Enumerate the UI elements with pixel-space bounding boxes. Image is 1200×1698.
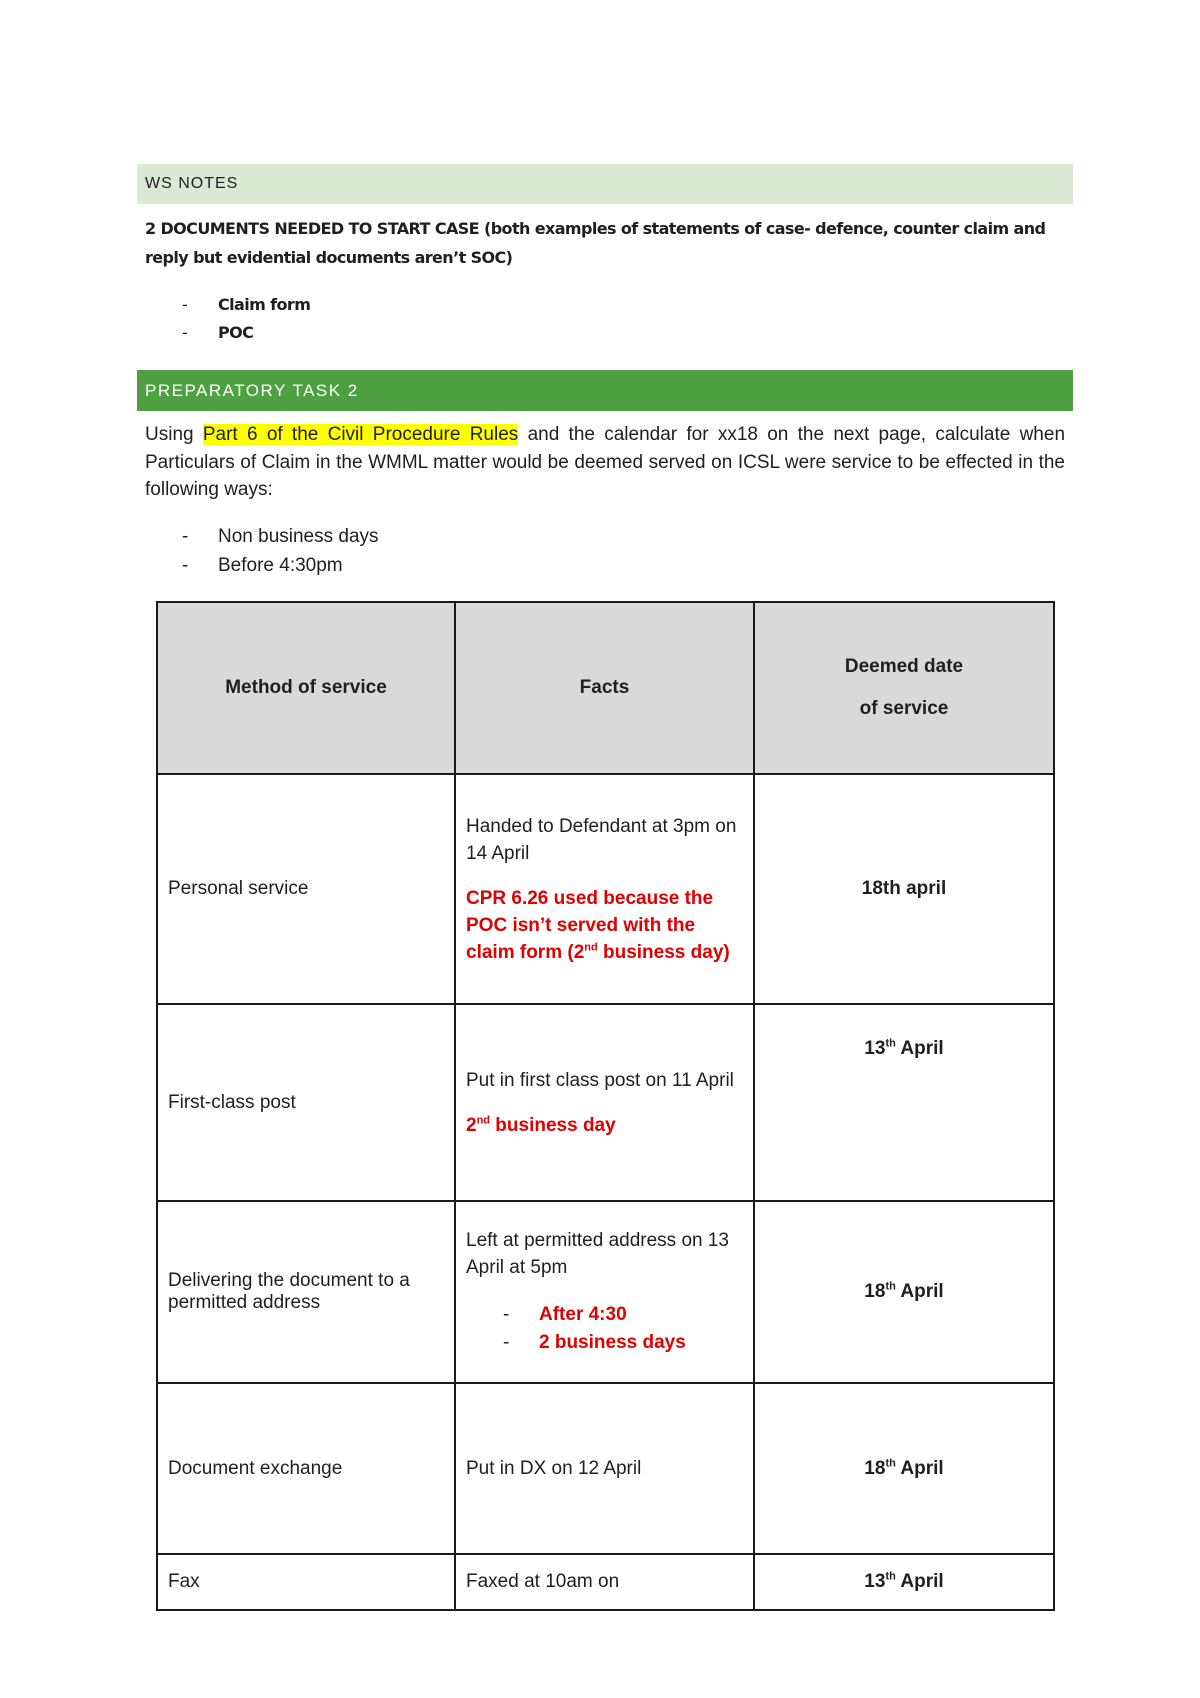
fact-note-text: CPR 6.26 used because the POC isn’t served with the claim form (2 [466, 887, 714, 963]
method-cell: Personal service [157, 774, 455, 1004]
deemed-day: 13 [864, 1038, 886, 1059]
deemed-month: April [895, 1038, 944, 1059]
fact-text: Left at permitted address on 13 April at 5pm [466, 1230, 729, 1278]
ws-notes-header-text: WS NOTES [145, 175, 239, 192]
fact-note-text: 2 [466, 1114, 477, 1136]
facts-cell: Put in DX on 12 April [455, 1383, 754, 1554]
list-item-text: Before 4:30pm [218, 555, 343, 576]
table-row [157, 1554, 1054, 1610]
table-row [157, 774, 1054, 1004]
list-item: - Claim form [182, 295, 311, 314]
deemed-cell [754, 1201, 1054, 1383]
table-row [157, 1201, 1054, 1383]
task-header [137, 370, 1073, 411]
task-paragraph [145, 421, 1065, 504]
task-text-after: and the calendar for xx18 on the next page, calculate when Particulars of Claim in the WMML matter would be deemed served on ICSL were service to be effected in the following ways: [145, 424, 1066, 500]
list-item-text: Claim form [218, 295, 311, 314]
deemed-cell: 18th april [754, 774, 1054, 1004]
deemed-cell [754, 1004, 1054, 1201]
list-item-text: After 4:30 [539, 1304, 627, 1325]
method-cell: Delivering the document to a permitted address [157, 1201, 455, 1383]
list-item: - After 4:30 [503, 1304, 627, 1325]
column-header-deemed-line1: Deemed date [844, 656, 964, 677]
list-item-text: POC [218, 323, 254, 342]
method-cell: Document exchange [157, 1383, 455, 1554]
deemed-day: 18 [864, 1457, 886, 1479]
deemed-day: 18 [864, 1281, 886, 1302]
deemed-month: April [895, 1281, 944, 1302]
service-table [156, 601, 1055, 1611]
deemed-cell [754, 1554, 1054, 1610]
facts-cell [455, 774, 754, 1004]
deemed-cell [754, 1383, 1054, 1554]
list-item-text: 2 business days [539, 1332, 686, 1353]
column-header-deemed [754, 602, 1054, 774]
task-list [145, 522, 379, 580]
deemed-day: 13 [864, 1571, 886, 1592]
task-header-text: PREPARATORY TASK 2 [145, 380, 359, 400]
highlighted-rule-reference: Part 6 of the Civil Procedure Rules [202, 424, 519, 445]
fact-note [466, 885, 743, 966]
fact-sub-list [466, 1301, 743, 1357]
deemed-sup: th [885, 1280, 896, 1293]
facts-cell [455, 1004, 754, 1201]
facts-cell [455, 1201, 754, 1383]
column-header-facts: Facts [455, 602, 754, 774]
column-header-deemed-line2: of service [859, 698, 949, 719]
ws-notes-list [145, 291, 310, 347]
list-item: - 2 business days [503, 1332, 686, 1353]
fact-note-sup: nd [584, 941, 598, 954]
method-cell: Fax [157, 1554, 455, 1610]
task-text-before: Using [145, 424, 203, 445]
fact-note-text-end: business day [490, 1114, 616, 1136]
fact-note-sup: nd [476, 1114, 491, 1127]
list-item: - POC [182, 323, 254, 342]
deemed-month: April [895, 1457, 944, 1479]
deemed-sup: th [885, 1037, 896, 1050]
table-row [157, 1383, 1054, 1554]
facts-cell: Faxed at 10am on [455, 1554, 754, 1610]
ws-notes-header [137, 164, 1073, 204]
fact-note-text-end: business day) [597, 941, 730, 963]
method-cell: First-class post [157, 1004, 455, 1201]
fact-note [466, 1112, 743, 1139]
fact-text: Handed to Defendant at 3pm on 14 April [466, 815, 737, 864]
deemed-month: April [895, 1571, 944, 1592]
deemed-sup: th [885, 1570, 896, 1583]
deemed-sup: th [885, 1457, 896, 1470]
table-row [157, 1004, 1054, 1201]
fact-text: Put in first class post on 11 April [466, 1069, 734, 1091]
table-header-row [157, 602, 1054, 774]
list-item: - Before 4:30pm [182, 555, 343, 576]
column-header-method: Method of service [157, 602, 455, 774]
list-item-text: Non business days [218, 526, 379, 547]
list-item: - Non business days [182, 526, 379, 547]
ws-notes-intro: 2 DOCUMENTS NEEDED TO START CASE (both examples of statements of case- defence, counter claim and reply but evidential documents aren’t SOC) [145, 219, 1046, 267]
